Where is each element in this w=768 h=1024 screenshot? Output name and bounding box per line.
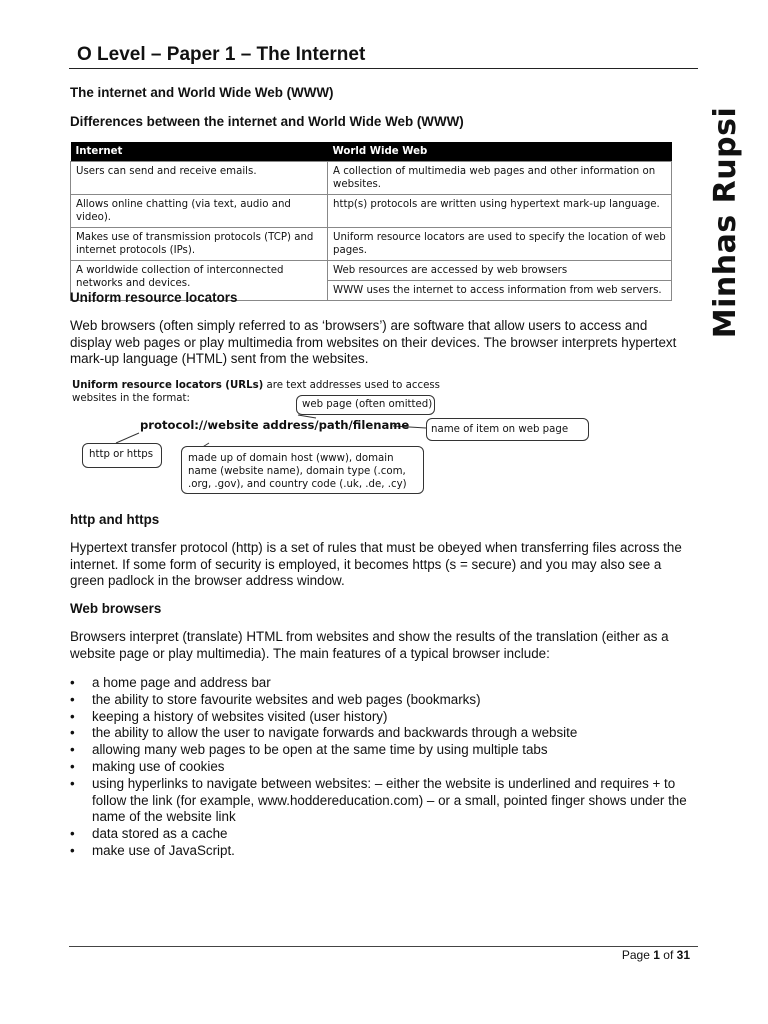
page-title: O Level – Paper 1 – The Internet: [77, 44, 366, 65]
table-row: [71, 162, 672, 195]
table-cell: Web resources are accessed by web browsers: [328, 261, 672, 281]
list-item: • the ability to allow the user to navigate forwards and backwards through a website: [70, 725, 578, 741]
browsers-paragraph: Browsers interpret (translate) HTML from websites and show the results of the translation (either as a website page or play multimedia). The main features of a typical browser include:: [70, 629, 669, 661]
callout-host: made up of domain host (www), domain name (website name), domain type (.com, .org, .gov), and country code (.uk, .de, .cy): [181, 446, 424, 494]
table-row: [71, 195, 672, 228]
section-heading-browsers: Web browsers: [70, 601, 162, 616]
section-heading-internet-www: The internet and World Wide Web (WWW): [70, 85, 334, 100]
feature-list: [70, 675, 690, 860]
callout-protocol: http or https: [82, 443, 162, 468]
page-sep: of: [663, 948, 674, 962]
bullet-icon: •: [70, 742, 75, 758]
url-paragraph: Web browsers (often simply referred to as ‘browsers’) are software that allow users to access and display web pages or play multimedia from websites on their devices. The browser interprets hypertext mark-up language (HTML) sent from the websites.: [70, 318, 677, 366]
bullet-icon: •: [70, 691, 75, 707]
callout-item: name of item on web page: [426, 418, 589, 441]
table-cell: Allows online chatting (via text, audio and video).: [71, 195, 328, 228]
section-heading-differences: Differences between the internet and World Wide Web (WWW): [70, 114, 464, 129]
bullet-icon: •: [70, 675, 75, 690]
list-item: • a home page and address bar: [70, 675, 271, 690]
table-row: [71, 261, 672, 281]
callout-webpage: web page (often omitted): [296, 395, 435, 415]
bullet-icon: •: [70, 826, 75, 842]
table-header-www: World Wide Web: [328, 142, 672, 162]
url-figure-intro-bold: Uniform resource locators (URLs): [72, 380, 264, 391]
list-item: • the ability to store favourite websites and web pages (bookmarks): [70, 691, 481, 707]
footer-divider: [69, 946, 698, 947]
url-diagram: [71, 378, 591, 498]
table-cell: Makes use of transmission protocols (TCP) and internet protocols (IPs).: [71, 228, 328, 261]
section-heading-url: Uniform resource locators: [70, 290, 238, 305]
bullet-icon: •: [70, 842, 75, 858]
list-item: • making use of cookies: [70, 758, 225, 774]
bullet-icon: •: [70, 708, 75, 724]
list-item: • using hyperlinks to navigate between websites: – either the website is underlined and requires + to follow the link (for example, www.hoddereducation.com) – or a small, pointed finger shows under the name of the website link: [70, 775, 687, 825]
list-item: • make use of JavaScript.: [70, 842, 235, 858]
list-item: • data stored as a cache: [70, 826, 228, 842]
page-current: 1: [653, 948, 660, 962]
url-figure-intro: [72, 379, 440, 392]
list-item: • allowing many web pages to be open at the same time by using multiple tabs: [70, 742, 548, 758]
title-divider: [69, 68, 698, 69]
url-format: protocol://website address/path/filename: [140, 418, 410, 432]
bullet-icon: •: [70, 775, 75, 791]
table-header-row: [71, 142, 672, 162]
brand-text: Minhas Rupsi: [708, 106, 744, 339]
bullet-icon: •: [70, 758, 75, 774]
bullet-icon: •: [70, 725, 75, 741]
page-total: 31: [676, 948, 690, 962]
table-row: [71, 228, 672, 261]
page-number: [622, 948, 690, 962]
table-cell: A worldwide collection of interconnected networks and devices.: [71, 261, 328, 301]
side-brand: [706, 106, 746, 339]
http-paragraph: Hypertext transfer protocol (http) is a set of rules that must be obeyed when transferring files across the internet. If some form of security is employed, it becomes https (s = secure) and you may also see a green padlock in the browser address window.: [70, 540, 682, 588]
table-cell: WWW uses the internet to access information from web servers.: [328, 281, 672, 301]
table-cell: A collection of multimedia web pages and other information on websites.: [328, 162, 672, 195]
page-prefix: Page: [621, 948, 650, 962]
table-cell: Users can send and receive emails.: [71, 162, 328, 195]
table-cell: Uniform resource locators are used to specify the location of web pages.: [328, 228, 672, 261]
list-item: • keeping a history of websites visited (user history): [70, 708, 388, 724]
comparison-table: [70, 142, 672, 301]
table-header-internet: Internet: [71, 142, 328, 162]
section-heading-http: http and https: [70, 512, 160, 527]
table-cell: http(s) protocols are written using hypertext mark-up language.: [328, 195, 672, 228]
url-figure-intro-rest: are text addresses used to access: [263, 380, 440, 391]
url-figure-intro-line2: websites in the format:: [72, 393, 190, 404]
